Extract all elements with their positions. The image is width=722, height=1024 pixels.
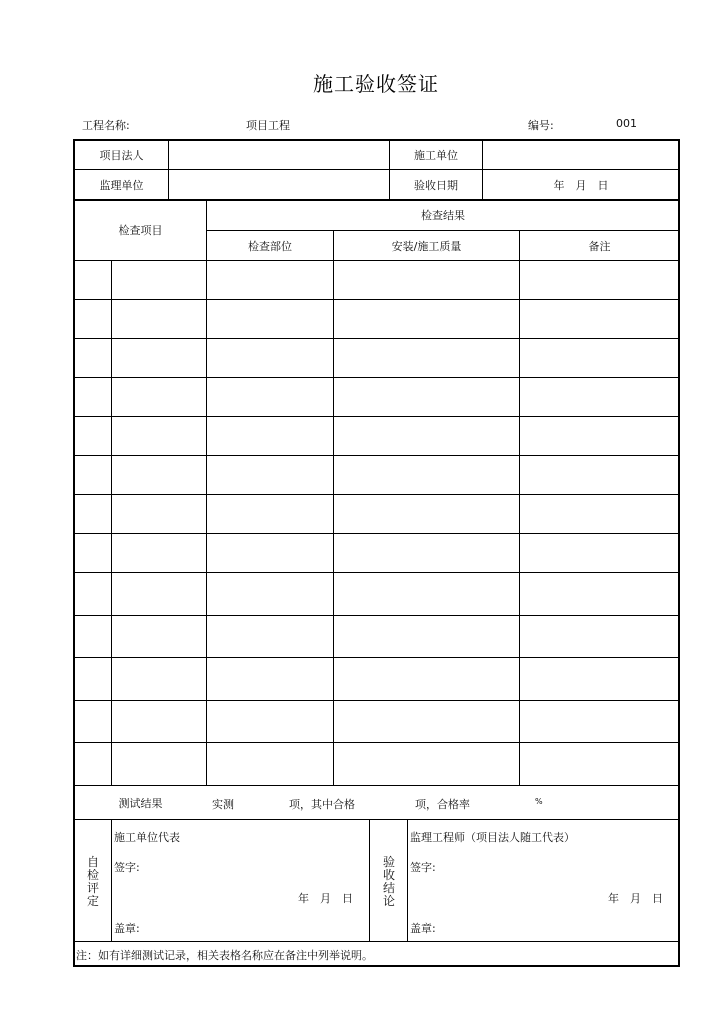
inspection-location-header: 检查部位 — [248, 239, 292, 253]
footnote: 注：如有详细测试记录，相关表格名称应在备注中列举说明。 — [76, 949, 373, 962]
remarks-cell[interactable] — [520, 495, 679, 533]
contractor-representative-label: 施工单位代表 — [114, 831, 180, 844]
quality-cell[interactable] — [334, 456, 519, 494]
number-label: 编号: — [528, 119, 554, 132]
row-number-cell[interactable] — [75, 339, 111, 377]
acceptance-date-field[interactable]: 年 月 日 — [553, 178, 609, 192]
divider — [369, 820, 370, 942]
location-cell[interactable] — [207, 573, 333, 615]
item-cell[interactable] — [112, 456, 206, 494]
location-cell[interactable] — [207, 261, 333, 299]
row-number-cell[interactable] — [75, 417, 111, 455]
quality-cell[interactable] — [334, 417, 519, 455]
quality-cell[interactable] — [334, 339, 519, 377]
project-name-value: 项目工程 — [246, 119, 290, 132]
supervisor-seal-label[interactable]: 盖章: — [410, 922, 436, 935]
location-cell[interactable] — [207, 417, 333, 455]
remarks-cell[interactable] — [520, 658, 679, 700]
remarks-cell[interactable] — [520, 573, 679, 615]
supervisor-date-label[interactable]: 年 月 日 — [608, 892, 663, 905]
page-title: 施工验收签证 — [313, 72, 439, 96]
legal-person-field[interactable] — [169, 140, 389, 169]
supervision-unit-label: 监理单位 — [99, 178, 144, 192]
remarks-cell[interactable] — [520, 378, 679, 416]
percent-label: % — [535, 797, 543, 806]
supervision-unit-field[interactable] — [169, 170, 389, 199]
inspection-result-header: 检查结果 — [421, 209, 465, 222]
divider — [73, 941, 680, 942]
location-cell[interactable] — [207, 743, 333, 785]
measured-label: 实测 — [212, 798, 234, 811]
quality-cell[interactable] — [334, 658, 519, 700]
location-cell[interactable] — [207, 534, 333, 572]
item-cell[interactable] — [112, 573, 206, 615]
divider — [407, 820, 408, 942]
remarks-cell[interactable] — [520, 339, 679, 377]
remarks-cell[interactable] — [520, 616, 679, 657]
legal-person-label: 项目法人 — [99, 148, 144, 162]
construction-unit-label: 施工单位 — [414, 148, 458, 162]
row-number-cell[interactable] — [75, 743, 111, 785]
remarks-cell[interactable] — [520, 701, 679, 742]
item-cell[interactable] — [112, 495, 206, 533]
item-cell[interactable] — [112, 300, 206, 338]
item-cell[interactable] — [112, 743, 206, 785]
item-cell[interactable] — [112, 534, 206, 572]
remarks-cell[interactable] — [520, 261, 679, 299]
quality-cell[interactable] — [334, 534, 519, 572]
item-cell[interactable] — [112, 378, 206, 416]
quality-cell[interactable] — [334, 300, 519, 338]
self-check-side-label: 自 检 评 定 — [86, 855, 99, 908]
location-cell[interactable] — [207, 339, 333, 377]
inspection-item-header: 检查项目 — [118, 224, 163, 237]
location-cell[interactable] — [207, 658, 333, 700]
qualified-items-label: 项，其中合格 — [289, 798, 355, 811]
location-cell[interactable] — [207, 701, 333, 742]
location-cell[interactable] — [207, 300, 333, 338]
construction-unit-field[interactable] — [483, 140, 679, 169]
row-number-cell[interactable] — [75, 261, 111, 299]
row-number-cell[interactable] — [75, 534, 111, 572]
row-number-cell[interactable] — [75, 616, 111, 657]
location-cell[interactable] — [207, 495, 333, 533]
row-number-cell[interactable] — [75, 378, 111, 416]
number-value: 001 — [616, 117, 637, 130]
item-cell[interactable] — [112, 339, 206, 377]
contractor-seal-label[interactable]: 盖章: — [114, 922, 140, 935]
row-number-cell[interactable] — [75, 658, 111, 700]
location-cell[interactable] — [207, 616, 333, 657]
remarks-cell[interactable] — [520, 456, 679, 494]
item-cell[interactable] — [112, 616, 206, 657]
divider — [111, 820, 112, 942]
remarks-cell[interactable] — [520, 417, 679, 455]
contractor-signature-label[interactable]: 签字: — [114, 861, 140, 874]
remarks-header: 备注 — [588, 239, 611, 253]
quality-header: 安装/施工质量 — [391, 239, 462, 253]
pass-rate-label: 项，合格率 — [415, 798, 470, 811]
row-number-cell[interactable] — [75, 495, 111, 533]
quality-cell[interactable] — [334, 495, 519, 533]
quality-cell[interactable] — [334, 573, 519, 615]
location-cell[interactable] — [207, 378, 333, 416]
project-name-label: 工程名称: — [82, 119, 130, 132]
row-number-cell[interactable] — [75, 573, 111, 615]
quality-cell[interactable] — [334, 743, 519, 785]
remarks-cell[interactable] — [520, 300, 679, 338]
quality-cell[interactable] — [334, 378, 519, 416]
acceptance-date-label: 验收日期 — [414, 178, 458, 192]
row-number-cell[interactable] — [75, 456, 111, 494]
row-number-cell[interactable] — [75, 300, 111, 338]
test-result-label: 测试结果 — [118, 796, 163, 810]
item-cell[interactable] — [112, 701, 206, 742]
row-number-cell[interactable] — [75, 701, 111, 742]
remarks-cell[interactable] — [520, 534, 679, 572]
quality-cell[interactable] — [334, 616, 519, 657]
remarks-cell[interactable] — [520, 743, 679, 785]
divider — [73, 819, 680, 820]
location-cell[interactable] — [207, 456, 333, 494]
supervisor-signature-label[interactable]: 签字: — [410, 861, 436, 874]
item-cell[interactable] — [112, 417, 206, 455]
supervisor-representative-label: 监理工程师（项目法人随工代表） — [410, 831, 575, 844]
quality-cell[interactable] — [334, 261, 519, 299]
item-cell[interactable] — [112, 261, 206, 299]
quality-cell[interactable] — [334, 701, 519, 742]
acceptance-side-label: 验 收 结 论 — [382, 855, 395, 908]
item-cell[interactable] — [112, 658, 206, 700]
contractor-date-label[interactable]: 年 月 日 — [298, 892, 353, 905]
